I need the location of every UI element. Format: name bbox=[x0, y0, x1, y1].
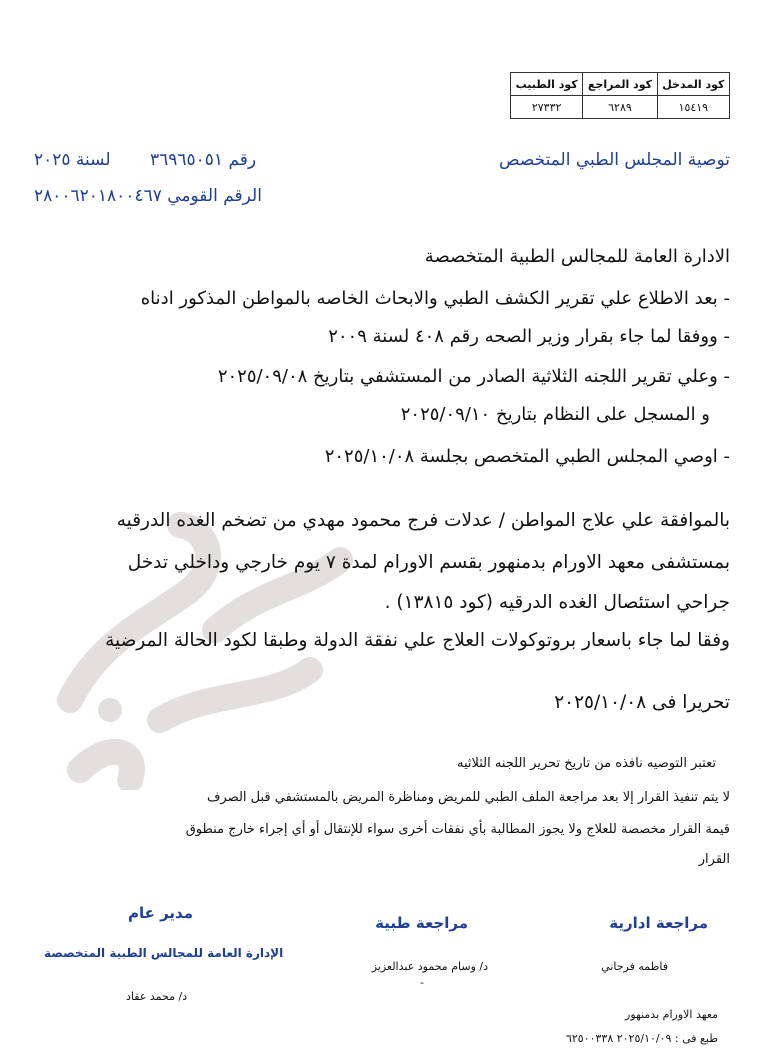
department-line: الادارة العامة للمجالس الطبية المتخصصة bbox=[424, 246, 730, 267]
codes-header-row bbox=[511, 73, 730, 96]
note-line-3: قيمة القرار مخصصة للعلاج ولا يجوز المطالبة بأي نفقات أخرى سواء للإنتقال أو أي إجراء خارج منطوق bbox=[185, 822, 730, 837]
note-line-4: القرار bbox=[698, 852, 730, 867]
medical-review-title: مراجعة طبية bbox=[375, 914, 468, 932]
decision-line-4: وفقا لما جاء باسعار بروتوكولات العلاج علي نفقة الدولة وطبقا لكود الحالة المرضية bbox=[105, 630, 730, 651]
footer-hospital: معهد الاورام بدمنهور bbox=[625, 1008, 718, 1021]
codes-table bbox=[510, 72, 730, 119]
admin-review-name: فاطمه فرجاني bbox=[601, 960, 668, 973]
watermark-stroke-4 bbox=[80, 752, 132, 780]
item-line-5: - اوصي المجلس الطبي المتخصص بجلسة ٢٠٢٥/١٠/٠٨ bbox=[324, 446, 730, 467]
decision-line-2: بمستشفى معهد الاورام بدمنهور بقسم الاورام لمدة ٧ يوم خارجي وداخلي تدخل bbox=[127, 552, 730, 573]
entry-code-header: كود المدخل bbox=[657, 73, 729, 96]
item-line-4: و المسجل على النظام بتاريخ ٢٠٢٥/٠٩/١٠ bbox=[400, 404, 710, 425]
footer-printed-on: طبع فى : ٢٠٢٥/١٠/٠٩ ٦٢٥٠٠٣٣٨ bbox=[565, 1032, 718, 1045]
general-manager-org: الإدارة العامة للمجالس الطبية المتخصصة bbox=[44, 946, 284, 960]
medical-review-name: د/ وسام محمود عبدالعزيز bbox=[371, 960, 488, 973]
note-line-1: تعتبر التوصيه نافذه من تاريخ تحرير اللجنه الثلاثيه bbox=[456, 756, 716, 771]
watermark-stroke-3 bbox=[160, 670, 310, 720]
document-title: توصية المجلس الطبي المتخصص bbox=[499, 150, 730, 170]
doctor-code-value: ٢٧٣٣٢ bbox=[511, 96, 583, 119]
item-line-1: - بعد الاطلاع علي تقرير الكشف الطبي والابحاث الخاصه بالمواطن المذكور ادناه bbox=[140, 288, 730, 309]
watermark-dot-2 bbox=[85, 750, 105, 770]
note-line-2: لا يتم تنفيذ القرار إلا بعد مراجعة الملف الطبي للمريض ومناظرة المريض بالمستشفي قبل الصرف bbox=[207, 790, 730, 805]
decision-number: رقم ٣٦٩٦٥٠٥١ bbox=[150, 150, 257, 170]
general-manager-title: مدير عام bbox=[128, 904, 194, 922]
general-manager-name: د/ محمد عقاد bbox=[126, 990, 188, 1003]
decision-line-1: بالموافقة علي علاج المواطن / عدلات فرج محمود مهدي من تضخم الغده الدرقيه bbox=[116, 510, 730, 531]
reviewer-code-value: ٦٢٨٩ bbox=[583, 96, 657, 119]
medical-review-dash: - bbox=[420, 976, 424, 989]
item-line-2: - ووفقا لما جاء بقرار وزير الصحه رقم ٤٠٨ لسنة ٢٠٠٩ bbox=[328, 326, 730, 347]
decision-line-3: جراحي استئصال الغده الدرقيه (كود ١٣٨١٥) . bbox=[384, 592, 730, 613]
item-line-3: - وعلي تقرير اللجنه الثلاثية الصادر من المستشفي بتاريخ ٢٠٢٥/٠٩/٠٨ bbox=[217, 366, 730, 387]
entry-code-value: ١٥٤١٩ bbox=[657, 96, 729, 119]
written-on-date: تحريرا فى ٢٠٢٥/١٠/٠٨ bbox=[554, 692, 730, 713]
codes-value-row bbox=[511, 96, 730, 119]
doctor-code-header: كود الطبيب bbox=[511, 73, 583, 96]
decision-year: لسنة ٢٠٢٥ bbox=[34, 150, 111, 170]
national-id: الرقم القومي ٢٨٠٠٦٢٠١٨٠٠٤٦٧ bbox=[34, 186, 262, 206]
admin-review-title: مراجعة ادارية bbox=[609, 914, 708, 932]
watermark-dot-1 bbox=[98, 698, 122, 722]
reviewer-code-header: كود المراجع bbox=[583, 73, 657, 96]
